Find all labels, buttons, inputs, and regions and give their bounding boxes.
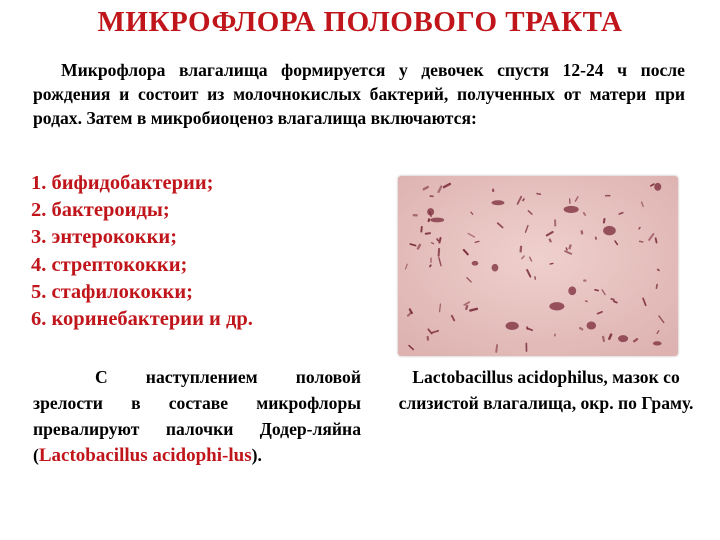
bacteria-clump: [430, 218, 444, 223]
bacteria-clump: [492, 200, 505, 205]
bacteria-clump: [603, 226, 616, 236]
list-item: 5. стафилококки;: [31, 280, 193, 303]
puberty-text: С наступлением половой зрелости в составе микрофлоры превалируют палочки Додер-ляйна (: [33, 367, 361, 465]
bacteria-clump: [568, 286, 576, 295]
intro-paragraph: Микрофлора влагалища формируется у девочек спустя 12-24 ч после рождения и состоит из молочнокислых бактерий, полученных от матери при родах. Затем в микробиоценоз влагалища включаются:: [33, 60, 685, 128]
bacterium-rod: [554, 219, 556, 226]
bacteria-clump: [653, 341, 662, 345]
bacteria-clump: [549, 302, 564, 310]
bacterium-rod: [525, 343, 527, 352]
bacteria-clump: [618, 335, 628, 342]
page-title: МИКРОФЛОРА ПОЛОВОГО ТРАКТА: [97, 6, 623, 38]
bacterium-rod: [583, 279, 586, 281]
puberty-paragraph: [33, 364, 361, 469]
microscopy-image: [398, 176, 678, 356]
list-item: 1. бифидобактерии;: [31, 172, 214, 194]
list-item: 3. энтерококки;: [31, 226, 178, 249]
image-caption: Lactobacillus acidophilus, мазок со слизистой влагалища, окр. по Граму.: [398, 367, 694, 413]
bacteria-clump: [564, 206, 579, 213]
bacterium-rod: [605, 195, 611, 197]
bacteria-clump: [654, 183, 661, 191]
species-name: Lactobacillus acidophi-lus: [38, 445, 252, 466]
bacteria-clump: [506, 322, 519, 330]
bacteria-clump: [472, 261, 479, 266]
bacteria-clump: [492, 264, 499, 272]
bacterium-rod: [413, 214, 418, 217]
gram-stain-smear-image: [398, 176, 678, 356]
list-item: 2. бактероиды;: [31, 199, 170, 222]
list-item: 4. стрептококки;: [31, 253, 188, 276]
list-item: 6. коринебактерии и др.: [31, 308, 253, 331]
microbe-list: [31, 170, 253, 333]
puberty-end: ).: [251, 445, 262, 465]
bacteria-clump: [587, 322, 597, 330]
bacteria-clump: [427, 208, 434, 216]
